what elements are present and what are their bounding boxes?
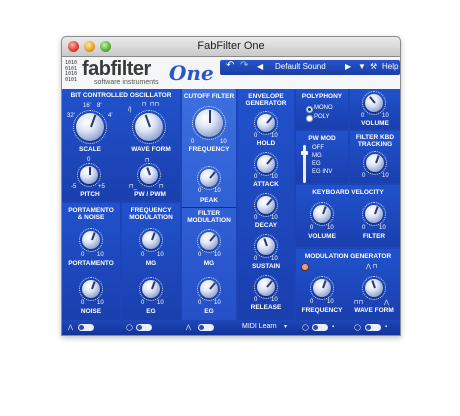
footer-wave-icon-2: ⋀ bbox=[186, 325, 191, 331]
pw-mod-slider[interactable] bbox=[303, 145, 306, 183]
keyboard-velocity-panel bbox=[296, 185, 400, 247]
oscillator-title: BIT CONTROLLED OSCILLATOR bbox=[70, 92, 172, 99]
freqmod-title-1: FREQUENCY bbox=[130, 207, 172, 214]
redo-icon[interactable]: ↷ bbox=[240, 60, 249, 71]
release-knob[interactable] bbox=[257, 278, 275, 296]
velocity-volume-max: 10 bbox=[327, 225, 334, 231]
modgen-waveform-label: WAVE FORM bbox=[354, 307, 394, 314]
preset-toolbar bbox=[220, 60, 400, 75]
midi-learn-dropdown-icon[interactable]: ▾ bbox=[284, 324, 288, 330]
peak-min: 0 bbox=[198, 188, 202, 194]
modgen-frequency-knob[interactable] bbox=[313, 279, 331, 297]
envelope-panel bbox=[238, 89, 294, 320]
decay-label: DECAY bbox=[254, 222, 278, 229]
prev-preset-button[interactable]: ◀ bbox=[257, 62, 264, 71]
footer-toggle-1[interactable] bbox=[78, 324, 94, 331]
pw-mod-eg: EG bbox=[312, 161, 321, 167]
pw-narrow-icon: ⊓_ bbox=[129, 184, 138, 190]
kbd-tracking-max: 10 bbox=[382, 173, 389, 179]
volume-panel bbox=[350, 89, 400, 129]
modgen-led bbox=[301, 263, 309, 271]
modulation-generator-panel bbox=[296, 249, 400, 320]
filter-kbd-panel bbox=[350, 131, 400, 183]
noise-min: 0 bbox=[81, 300, 85, 306]
modgen-wave-tri-icon: ⋀ ⊓ bbox=[366, 264, 378, 270]
logo-bits: 1010 0101 1010 0101 bbox=[65, 60, 78, 83]
footer-circle-icon-3: ◯ bbox=[354, 325, 361, 331]
preset-name[interactable]: Default Sound bbox=[275, 62, 326, 71]
oscillator-panel bbox=[62, 89, 180, 201]
freqmod-eg-max: 10 bbox=[157, 300, 164, 306]
footer-circle-icon-2: ◯ bbox=[302, 325, 309, 331]
cutoff-title: CUTOFF FILTER bbox=[183, 93, 235, 100]
pitch-mark-min: -5 bbox=[71, 184, 77, 190]
pw-mod-eginv: EG INV bbox=[312, 169, 333, 175]
window-title: FabFilter One bbox=[197, 40, 265, 52]
frequency-modulation-panel bbox=[122, 203, 180, 320]
polyphony-panel bbox=[296, 89, 348, 129]
cutoff-divider bbox=[182, 207, 236, 208]
scale-mark-16: 16' bbox=[83, 103, 91, 109]
env-title-1: ENVELOPE bbox=[248, 93, 284, 100]
cutoff-frequency-max: 10 bbox=[220, 139, 227, 145]
pw-pwm-knob[interactable] bbox=[140, 166, 158, 184]
logo-subtitle: software instruments bbox=[94, 79, 159, 86]
modgen-wave-saw-icon: ⋀ bbox=[384, 300, 389, 306]
help-wrench-icon[interactable]: ⚒ bbox=[370, 62, 378, 71]
midi-learn-button[interactable]: MIDI Learn bbox=[242, 323, 277, 330]
master-volume-knob[interactable] bbox=[365, 94, 383, 112]
peak-label: PEAK bbox=[199, 197, 219, 204]
sustain-label: SUSTAIN bbox=[251, 263, 281, 270]
release-min: 0 bbox=[254, 297, 258, 303]
cutoff-frequency-knob[interactable] bbox=[195, 109, 223, 137]
freqmod-mg-knob[interactable] bbox=[142, 231, 160, 249]
pw-pwm-label: PW / PWM bbox=[134, 191, 166, 198]
footer-lock-icon: ▪ bbox=[332, 324, 335, 330]
preset-menu-button[interactable]: ▼ bbox=[358, 62, 366, 71]
waveform-label: WAVE FORM bbox=[131, 146, 171, 153]
noise-knob[interactable] bbox=[82, 280, 100, 298]
footer-toggle-3[interactable] bbox=[198, 324, 214, 331]
scale-mark-4: 4' bbox=[108, 113, 113, 119]
decay-max: 10 bbox=[271, 215, 278, 221]
cutoff-filter-panel bbox=[182, 89, 236, 320]
footer-circle-icon-1: ◯ bbox=[126, 325, 133, 331]
filter-mod-mg-max: 10 bbox=[214, 252, 221, 258]
freqmod-mg-max: 10 bbox=[157, 252, 164, 258]
wave-pulse-saw-icon: ⊓⊓ bbox=[150, 102, 160, 108]
velocity-filter-label: FILTER bbox=[362, 233, 386, 240]
scale-label: SCALE bbox=[78, 146, 102, 153]
volume-min: 0 bbox=[361, 113, 365, 119]
freqmod-eg-label: EG bbox=[146, 308, 156, 315]
scale-knob[interactable] bbox=[76, 113, 104, 141]
undo-icon[interactable]: ↶ bbox=[226, 60, 235, 71]
filter-mod-eg-knob[interactable] bbox=[200, 280, 218, 298]
velocity-volume-label: VOLUME bbox=[308, 233, 336, 240]
pitch-label: PITCH bbox=[80, 191, 100, 198]
attack-max: 10 bbox=[271, 174, 278, 180]
footer-lock-icon-2: ▪ bbox=[385, 324, 388, 330]
velocity-title: KEYBOARD VELOCITY bbox=[312, 189, 384, 196]
master-volume-label: VOLUME bbox=[361, 120, 389, 127]
wave-pulse-icon: ⊓ bbox=[142, 102, 147, 108]
modgen-wave-square-icon: ⊓⊓ bbox=[354, 300, 364, 306]
poly-label: POLY bbox=[314, 114, 330, 120]
pitch-mark-zero: 0 bbox=[87, 157, 91, 163]
release-max: 10 bbox=[271, 297, 278, 303]
next-preset-button[interactable]: ▶ bbox=[345, 62, 352, 71]
kbd-title-1: FILTER KBD bbox=[355, 134, 395, 141]
portamento-title-1: PORTAMENTO bbox=[68, 207, 114, 214]
footer-toggle-2[interactable] bbox=[136, 324, 152, 331]
release-label: RELEASE bbox=[250, 304, 282, 311]
decay-knob[interactable] bbox=[257, 196, 275, 214]
modgen-frequency-max: 10 bbox=[327, 299, 334, 305]
freqmod-eg-knob[interactable] bbox=[142, 280, 160, 298]
decay-min: 0 bbox=[254, 215, 258, 221]
freqmod-eg-min: 0 bbox=[141, 300, 145, 306]
freqmod-mg-min: 0 bbox=[141, 252, 145, 258]
env-title-2: GENERATOR bbox=[245, 100, 287, 107]
velocity-volume-min: 0 bbox=[310, 225, 314, 231]
wave-saw-icon: /| bbox=[128, 107, 132, 113]
logo-product: One bbox=[169, 61, 214, 85]
hold-label: HOLD bbox=[256, 140, 276, 147]
freqmod-mg-label: MG bbox=[145, 260, 157, 267]
velocity-filter-min: 0 bbox=[362, 225, 366, 231]
attack-label: ATTACK bbox=[253, 181, 279, 188]
pw-wide-icon: ⊓ bbox=[159, 184, 164, 190]
footer-toggle-5[interactable] bbox=[365, 324, 381, 331]
filter-mod-eg-max: 10 bbox=[214, 300, 221, 306]
volume-max: 10 bbox=[382, 113, 389, 119]
footer-bar bbox=[62, 320, 400, 335]
pw-mod-off: OFF bbox=[312, 145, 324, 151]
modgen-frequency-min: 0 bbox=[310, 299, 314, 305]
pw-mod-title: PW MOD bbox=[308, 135, 336, 142]
attack-knob[interactable] bbox=[257, 155, 275, 173]
poly-radio[interactable] bbox=[306, 115, 313, 122]
portamento-label: PORTAMENTO bbox=[68, 260, 114, 267]
filter-mod-title-1: FILTER bbox=[197, 210, 221, 217]
sustain-min: 0 bbox=[254, 256, 258, 262]
freqmod-title-2: MODULATION bbox=[129, 214, 173, 221]
mono-label: MONO bbox=[314, 105, 333, 111]
cutoff-frequency-min: 0 bbox=[191, 139, 195, 145]
portamento-panel bbox=[62, 203, 120, 320]
footer-toggle-4[interactable] bbox=[312, 324, 328, 331]
kbd-title-2: TRACKING bbox=[357, 141, 393, 148]
sustain-max: 10 bbox=[271, 256, 278, 262]
waveform-knob[interactable] bbox=[135, 113, 163, 141]
plugin-window bbox=[61, 36, 401, 336]
kbd-tracking-knob[interactable] bbox=[366, 154, 384, 172]
filter-mod-eg-label: EG bbox=[204, 308, 214, 315]
portamento-title-2: & NOISE bbox=[77, 214, 105, 221]
cutoff-frequency-label: FREQUENCY bbox=[188, 146, 230, 153]
filter-mod-mg-min: 0 bbox=[198, 252, 202, 258]
velocity-volume-knob[interactable] bbox=[313, 205, 331, 223]
pw-mod-mg: MG bbox=[312, 153, 322, 159]
hold-knob[interactable] bbox=[257, 114, 275, 132]
scale-mark-32: 32' bbox=[67, 113, 75, 119]
sustain-knob[interactable] bbox=[257, 237, 275, 255]
modgen-title: MODULATION GENERATOR bbox=[304, 253, 392, 260]
hold-max: 10 bbox=[271, 133, 278, 139]
modgen-waveform-knob[interactable] bbox=[365, 279, 383, 297]
filter-mod-mg-knob[interactable] bbox=[200, 232, 218, 250]
logo-brand: fabfilter bbox=[82, 58, 151, 80]
mono-radio[interactable] bbox=[306, 106, 313, 113]
kbd-tracking-min: 0 bbox=[362, 173, 366, 179]
portamento-knob[interactable] bbox=[82, 231, 100, 249]
pitch-knob[interactable] bbox=[80, 166, 98, 184]
filter-mod-eg-min: 0 bbox=[198, 300, 202, 306]
attack-min: 0 bbox=[254, 174, 258, 180]
pitch-mark-max: +5 bbox=[98, 184, 105, 190]
scale-mark-8: 8' bbox=[97, 103, 102, 109]
velocity-filter-knob[interactable] bbox=[365, 205, 383, 223]
hold-min: 0 bbox=[254, 133, 258, 139]
noise-max: 10 bbox=[97, 300, 104, 306]
help-button[interactable]: Help bbox=[382, 62, 399, 71]
peak-max: 10 bbox=[214, 188, 221, 194]
portamento-max: 10 bbox=[97, 252, 104, 258]
modgen-frequency-label: FREQUENCY bbox=[301, 307, 343, 314]
title-bar bbox=[62, 37, 400, 57]
filter-mod-title-2: MODULATION bbox=[187, 217, 231, 224]
polyphony-title: POLYPHONY bbox=[301, 93, 343, 100]
peak-knob[interactable] bbox=[200, 169, 218, 187]
footer-wave-icon-1: ⋀ bbox=[68, 325, 73, 331]
filter-mod-mg-label: MG bbox=[203, 260, 215, 267]
portamento-min: 0 bbox=[81, 252, 85, 258]
header bbox=[62, 57, 400, 89]
pw-mod-panel bbox=[296, 131, 348, 183]
noise-label: NOISE bbox=[80, 308, 102, 315]
pw-square-icon: ⊓ bbox=[145, 158, 150, 164]
velocity-filter-max: 10 bbox=[379, 225, 386, 231]
